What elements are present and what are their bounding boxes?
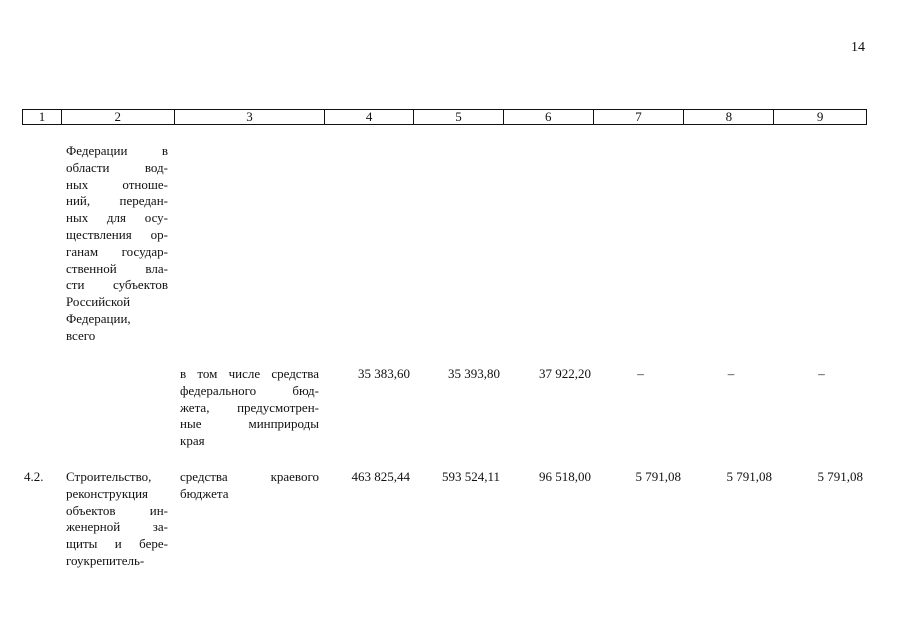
description-line: ных отноше-: [66, 176, 168, 192]
column-header-4: 4: [325, 110, 414, 124]
description-line: ществления ор-: [66, 226, 168, 242]
description-line: ных для осу-: [66, 210, 168, 226]
value-col-9: –: [818, 366, 825, 381]
description-line: ственной вла-: [66, 260, 168, 276]
column-header-8: 8: [684, 110, 774, 124]
source-line: средства краевого: [180, 469, 319, 484]
source-line: ные минприроды: [180, 416, 319, 432]
column-header-7: 7: [594, 110, 685, 124]
item-description: [66, 469, 168, 570]
column-header-6: 6: [504, 110, 594, 124]
value-col-8: 5 791,08: [726, 469, 772, 484]
value-col-5: 35 393,80: [448, 366, 500, 381]
description-line: Федерации в: [66, 143, 168, 158]
description-line: всего: [66, 327, 96, 343]
column-header-3: 3: [175, 110, 326, 124]
description-line: реконструкция: [66, 485, 149, 501]
value-col-6: 96 518,00: [539, 469, 591, 484]
description-line: ний, передан-: [66, 193, 168, 209]
value-col-7: 5 791,08: [635, 469, 681, 484]
column-header-1: 1: [23, 110, 62, 124]
value-col-8: –: [727, 366, 735, 381]
page-number: 14: [851, 40, 865, 55]
value-col-6: 37 922,20: [539, 366, 591, 381]
source-line: бюджета: [180, 485, 229, 501]
source-line: жета, предусмотрен-: [180, 399, 319, 415]
description-line: Российской: [66, 294, 131, 310]
value-col-4: 463 825,44: [351, 469, 410, 484]
value-col-5: 593 524,11: [441, 469, 500, 484]
description-line: сти субъектов: [66, 277, 168, 293]
value-col-4: 35 383,60: [358, 366, 410, 381]
funding-source: [180, 366, 319, 450]
description-line: Строительство,: [66, 469, 152, 484]
value-col-7: –: [637, 366, 644, 381]
item-number: 4.2.: [24, 469, 44, 484]
description-line: щиты и бере-: [66, 536, 168, 552]
description-line: Федерации,: [66, 310, 131, 326]
column-number-header: [22, 109, 867, 125]
value-col-9: 5 791,08: [817, 469, 863, 484]
funding-source: [180, 469, 319, 503]
description-line: объектов ин-: [66, 502, 168, 518]
column-header-5: 5: [414, 110, 504, 124]
source-line: края: [180, 433, 205, 449]
source-line: федерального бюд-: [180, 382, 319, 398]
column-header-9: 9: [816, 109, 824, 124]
source-line: в том числе средства: [180, 366, 319, 381]
description-line: ганам государ-: [66, 243, 168, 259]
description-line: гоукрепитель-: [66, 552, 145, 568]
description-line: области вод-: [66, 159, 168, 175]
column-header-2: 2: [62, 110, 175, 124]
continued-description: [66, 143, 168, 345]
description-line: женерной за-: [66, 519, 168, 535]
